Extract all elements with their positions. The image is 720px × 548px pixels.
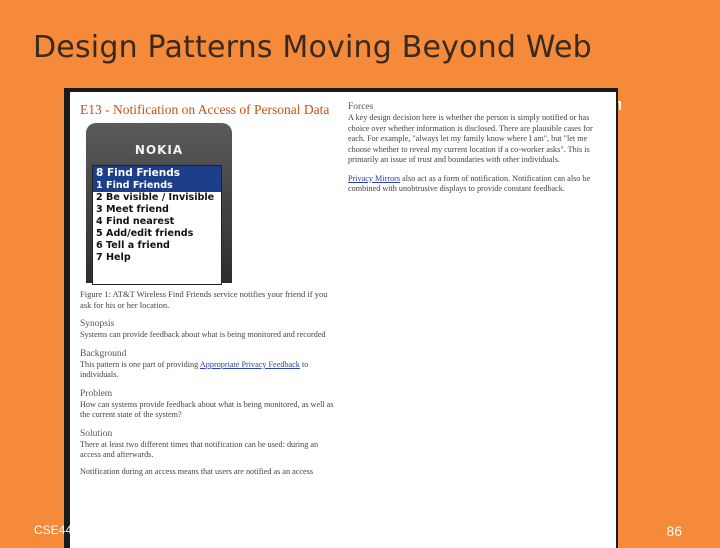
phone-screen bbox=[92, 165, 222, 285]
slide-title: Design Patterns Moving Beyond Web bbox=[33, 30, 592, 65]
background-heading: Background bbox=[80, 348, 127, 359]
forces-text-end: also act as a form of notification. Notification can also be combined with unobtrusive displays to provide constant feedback. bbox=[348, 173, 591, 193]
phone-menu-item: 1 Find Friends bbox=[93, 180, 221, 192]
phone-brand-logo: NOKIA bbox=[134, 143, 184, 157]
problem-body: How can systems provide feedback about what is being monitored, as well as the current state of the system? bbox=[80, 399, 334, 419]
privacy-mirrors-link[interactable]: Privacy Mirrors bbox=[348, 173, 401, 183]
document-right-column bbox=[348, 102, 610, 195]
document-screenshot bbox=[64, 88, 618, 548]
solution-body: There at least two different times that notification can be used: during an access and afterwards. bbox=[80, 439, 319, 459]
background-body bbox=[80, 360, 336, 381]
phone-image bbox=[86, 123, 232, 283]
forces-body: A key design decision here is whether the person is simply notified or has choice over whether information is disclosed. There are plausible cases for each. For example, "always let my family know where I am", but "let me choose whether to reveal my current location if a co-worker asks". This is primarily an issue of trust and boundaries with other individuals. bbox=[348, 113, 593, 164]
phone-screen-title: 8 Find Friends bbox=[93, 166, 221, 180]
forces-heading: Forces bbox=[348, 102, 374, 112]
phone-menu-item: 7 Help bbox=[96, 252, 131, 263]
phone-menu-item: 6 Tell a friend bbox=[96, 240, 170, 251]
forces-body-2 bbox=[348, 174, 610, 195]
phone-menu bbox=[93, 180, 221, 264]
document-left-column bbox=[80, 102, 336, 477]
solution-heading: Solution bbox=[80, 428, 113, 439]
privacy-feedback-link[interactable]: Appropriate Privacy Feedback bbox=[199, 359, 300, 369]
phone-menu-item: 5 Add/edit friends bbox=[96, 228, 194, 239]
background-text-end: to individuals. bbox=[80, 359, 309, 379]
phone-menu-item: 3 Meet friend bbox=[96, 204, 169, 215]
footer-course-label: CSE44 bbox=[34, 523, 73, 537]
phone-menu-item: 4 Find nearest bbox=[96, 216, 175, 227]
background-text: This pattern is one part of providing bbox=[80, 359, 200, 369]
pattern-title: E13 - Notification on Access of Personal Data bbox=[80, 102, 330, 117]
synopsis-heading: Synopsis bbox=[80, 319, 115, 329]
document-page bbox=[70, 92, 616, 548]
figure-caption: Figure 1: AT&T Wireless Find Friends service notifies your friend if you ask for his or her location. bbox=[80, 289, 328, 310]
phone-menu-item: 2 Be visible / Invisible bbox=[96, 192, 215, 203]
solution-body-continued: Notification during an access means that users are notified as an access bbox=[80, 466, 314, 476]
problem-heading: Problem bbox=[80, 388, 113, 399]
synopsis-body: Systems can provide feedback about what is being monitored and recorded bbox=[80, 330, 326, 339]
page-number: 86 bbox=[666, 523, 682, 539]
